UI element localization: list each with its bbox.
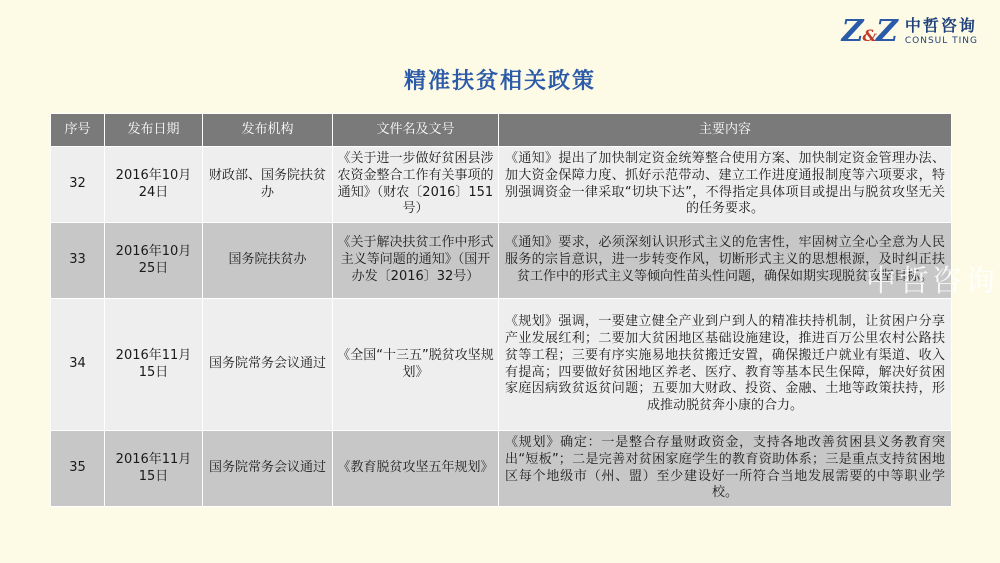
cell-org: 国务院扶贫办 (203, 223, 333, 299)
cell-org: 财政部、国务院扶贫办 (203, 147, 333, 223)
cell-doc: 《关于解决扶贫工作中形式主义等问题的通知》（国开办发〔2016〕32号） (333, 223, 499, 299)
policy-table (50, 113, 952, 507)
table-header-row (51, 114, 952, 147)
header-no: 序号 (51, 114, 105, 147)
cell-content: 《通知》提出了加快制定资金统筹整合使用方案、加快制定资金管理办法、加大资金保障力度、抓好示范带动、建立工作进度通报制度等六项要求，特别强调资金一律采取“切块下达”，不得指定具体项目或提出与脱贫攻坚无关的任务要求。 (499, 147, 952, 223)
table-row (51, 223, 952, 299)
cell-no: 33 (51, 223, 105, 299)
brand-logo (842, 14, 978, 49)
cell-date: 2016年10月25日 (105, 223, 203, 299)
cell-no: 34 (51, 299, 105, 431)
cell-content: 《规划》强调，一要建立健全产业到户到人的精准扶持机制，让贫困户分享产业发展红利；二要加大贫困地区基础设施建设，推进百万公里农村公路扶贫等工程；三要有序实施易地扶贫搬迁安置，确保搬迁户就业有渠道、收入有提高；四要做好贫困地区养老、医疗、教育等基本民生保障，解决好贫困家庭因病致贫返贫问题；五要加大财政、投资、金融、土地等政策扶持，形成推动脱贫奔小康的合力。 (499, 299, 952, 431)
logo-chinese-name: 中哲咨询 (904, 15, 977, 35)
cell-date: 2016年11月15日 (105, 431, 203, 507)
cell-date: 2016年10月24日 (105, 147, 203, 223)
page-title: 精准扶贫相关政策 (403, 69, 596, 94)
logo-english-name: CONSUL TING (904, 35, 978, 46)
table-row (51, 147, 952, 223)
cell-content: 《规划》确定：一是整合存量财政资金，支持各地改善贫困县义务教育突出“短板”；二是完善对贫困家庭学生的教育资助体系；三是重点支持贫困地区每个地级市（州、盟）至少建设好一所符合当地发展需要的中等职业学校。 (499, 431, 952, 507)
cell-date: 2016年11月15日 (105, 299, 203, 431)
cell-no: 32 (51, 147, 105, 223)
header-date: 发布日期 (105, 114, 203, 147)
header-doc: 文件名及文号 (333, 114, 499, 147)
cell-org: 国务院常务会议通过 (203, 299, 333, 431)
logo-mark: Z&Z (841, 14, 897, 49)
header-content: 主要内容 (499, 114, 952, 147)
cell-no: 35 (51, 431, 105, 507)
table-row (51, 431, 952, 507)
cell-doc: 《教育脱贫攻坚五年规划》 (333, 431, 499, 507)
logo-text (904, 15, 978, 46)
cell-content: 《通知》要求，必须深刻认识形式主义的危害性，牢固树立全心全意为人民服务的宗旨意识，进一步转变作风，切断形式主义的思想根源，及时纠正扶贫工作中的形式主义等倾向性苗头性问题，确保如期实现脱贫攻坚目标。 (499, 223, 952, 299)
cell-doc: 《关于进一步做好贫困县涉农资金整合工作有关事项的通知》（财农〔2016〕151号） (333, 147, 499, 223)
table-row (51, 299, 952, 431)
header-org: 发布机构 (203, 114, 333, 147)
cell-org: 国务院常务会议通过 (203, 431, 333, 507)
watermark: 中哲咨询 (866, 264, 998, 299)
cell-doc: 《全国“十三五”脱贫攻坚规划》 (333, 299, 499, 431)
